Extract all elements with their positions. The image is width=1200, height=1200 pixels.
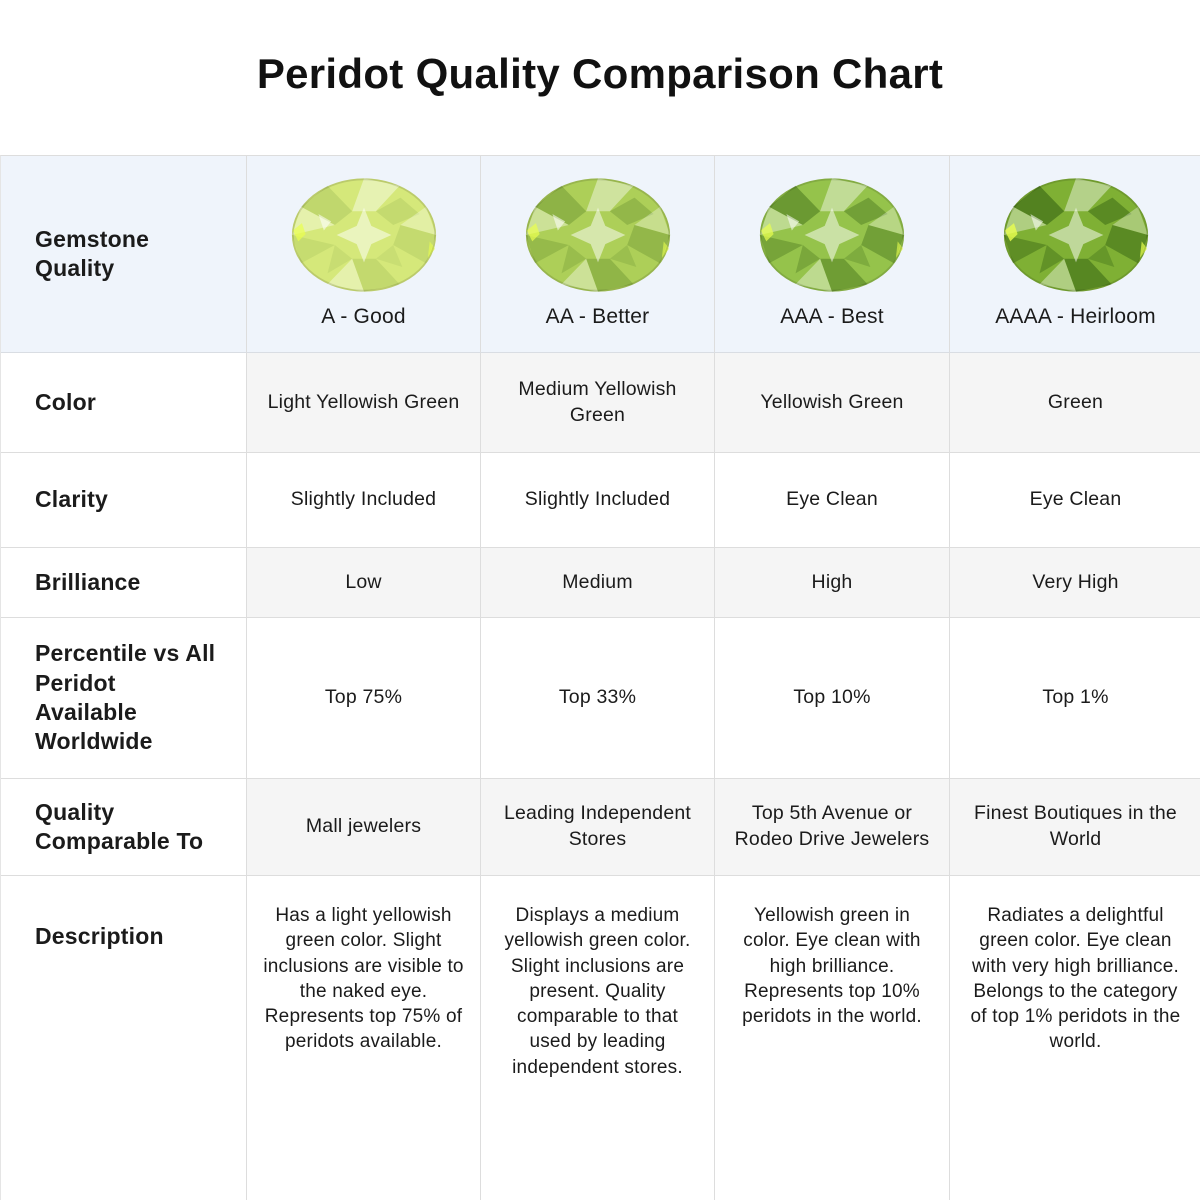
comparison-table (0, 155, 1200, 1200)
cell-description-a-good: Has a light yellowish green color. Slight inclusions are visible to the naked eye. Represents top 75% of peridots available. (247, 876, 481, 1200)
peridot-gem-a-good-image (291, 177, 437, 293)
peridot-gem-aa-better-image (525, 177, 671, 293)
cell-clarity-aaaa-heirloom: Eye Clean (950, 453, 1200, 548)
row-label-text: Color (35, 388, 97, 415)
cell-comparable-aa-better: Leading Independent Stores (481, 779, 715, 876)
cell-brilliance-aaaa-heirloom: Very High (950, 548, 1200, 618)
cell-clarity-aaa-best: Eye Clean (715, 453, 950, 548)
grade-label: AA - Better (545, 305, 650, 329)
peridot-gem-aaaa-heirloom-image (1003, 177, 1149, 293)
cell-brilliance-aaa-best: High (715, 548, 950, 618)
row-label-text: Clarity (35, 486, 108, 513)
header-cell-aaaa-heirloom (950, 156, 1200, 353)
row-label-text: Description (35, 923, 164, 949)
cell-percentile-aaaa-heirloom: Top 1% (950, 618, 1200, 779)
cell-brilliance-a-good: Low (247, 548, 481, 618)
cell-percentile-aaa-best: Top 10% (715, 618, 950, 779)
grade-label: A - Good (321, 305, 406, 329)
cell-description-aaa-best: Yellowish green in color. Eye clean with high brilliance. Represents top 10% peridots in the world. (715, 876, 950, 1200)
title-band (0, 0, 1200, 155)
header-cell-a-good (247, 156, 481, 353)
row-label-text: Gemstone Quality (35, 225, 150, 281)
grade-label: AAA - Best (780, 305, 884, 329)
cell-color-aaaa-heirloom: Green (950, 353, 1200, 453)
header-cell-aa-better (481, 156, 715, 353)
row-label-text: Percentile vs All Peridot Available Worldwide (35, 640, 216, 755)
page-title: Peridot Quality Comparison Chart (256, 49, 944, 97)
cell-description-aa-better: Displays a medium yellowish green color. Slight inclusions are present. Quality comparable to that used by leading independent stores. (481, 876, 715, 1200)
row-label-brilliance (1, 548, 247, 618)
cell-comparable-aaaa-heirloom: Finest Boutiques in the World (950, 779, 1200, 876)
cell-description-aaaa-heirloom: Radiates a delightful green color. Eye clean with very high brilliance. Belongs to the category of top 1% peridots in the world. (950, 876, 1200, 1200)
cell-comparable-aaa-best: Top 5th Avenue or Rodeo Drive Jewelers (715, 779, 950, 876)
row-label-clarity (1, 453, 247, 548)
cell-clarity-aa-better: Slightly Included (481, 453, 715, 548)
grade-label: AAAA - Heirloom (995, 305, 1156, 329)
cell-brilliance-aa-better: Medium (481, 548, 715, 618)
row-label-text: Brilliance (35, 568, 141, 595)
row-label-color (1, 353, 247, 453)
cell-comparable-a-good: Mall jewelers (247, 779, 481, 876)
row-label-text: Quality Comparable To (35, 798, 204, 854)
cell-color-aa-better: Medium Yellowish Green (481, 353, 715, 453)
cell-clarity-a-good: Slightly Included (247, 453, 481, 548)
cell-color-a-good: Light Yellowish Green (247, 353, 481, 453)
cell-percentile-a-good: Top 75% (247, 618, 481, 779)
peridot-gem-aaa-best-image (759, 177, 905, 293)
row-label-percentile (1, 618, 247, 779)
cell-color-aaa-best: Yellowish Green (715, 353, 950, 453)
row-label-description (1, 876, 247, 1200)
row-label-quality-comparable (1, 779, 247, 876)
row-label-gemstone-quality (1, 156, 247, 353)
header-cell-aaa-best (715, 156, 950, 353)
cell-percentile-aa-better: Top 33% (481, 618, 715, 779)
